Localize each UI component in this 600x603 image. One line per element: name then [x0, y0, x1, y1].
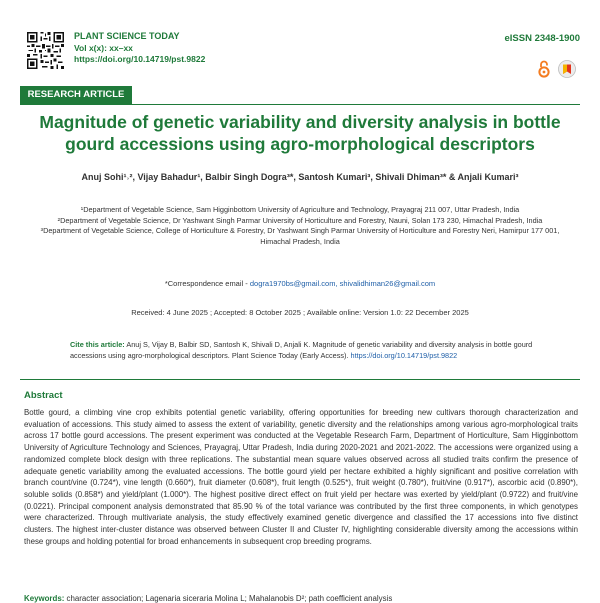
journal-doi-link[interactable]: https://doi.org/10.14719/pst.9822: [74, 54, 206, 64]
qr-code-icon: [27, 32, 64, 69]
header-divider: [20, 104, 580, 105]
citation-label: Cite this article:: [70, 340, 125, 349]
keywords-label: Keywords:: [24, 594, 65, 603]
correspondence-emails[interactable]: dogra1970bs@gmail.com, shivalidhiman26@gmail.com: [249, 279, 436, 288]
open-access-icon[interactable]: [537, 60, 551, 78]
citation-text: Anuj S, Vijay B, Balbir SD, Santosh K, Shivali D, Anjali K. Magnitude of genetic variability and diversity analysis in bottle gourd accessions using agro-morphological descriptors. Plant Science Today (Early Access).: [70, 340, 533, 360]
author-list: Anuj Sohi¹˒², Vijay Bahadur¹, Balbir Singh Dogra³*, Santosh Kumari³, Shivali Dhiman³* & Anjali Kumari³: [81, 172, 519, 182]
eissn: eISSN 2348-1900: [504, 33, 580, 44]
affiliation-1: ¹Department of Vegetable Science, Sam Higginbottom University of Agriculture and Technology, Prayagraj 211 007, Uttar Pradesh, India: [80, 205, 520, 214]
keywords: [24, 594, 392, 603]
affiliation-3: ³Department of Vegetable Science, College of Horticulture & Forestry, Dr Yashwant Singh Parmar University of Horticulture and Forestry Neri, Hamirpur 177 001, Himachal Pradesh, India: [40, 226, 560, 246]
journal-name: PLANT SCIENCE TODAY: [74, 31, 180, 41]
affiliations: [40, 205, 560, 247]
article-title: Magnitude of genetic variability and diversity analysis in bottle gourd accessions using agro-morphological descriptors: [39, 112, 561, 154]
correspondence-label: *Correspondence email -: [164, 279, 250, 288]
abstract-heading: Abstract: [24, 390, 63, 401]
journal-volume: Vol x(x): xx–xx: [74, 42, 133, 53]
received-dates: Received: 4 June 2025 ; Accepted: 8 October 2025 ; Available online: Version 1.0: 22 December 2025: [131, 308, 469, 317]
affiliation-2: ²Department of Vegetable Science, Dr Yashwant Singh Parmar University of Horticulture and Forestry, Nauni, Solan 173 230, Himachal Pradesh, India: [57, 215, 543, 225]
citation: [70, 340, 550, 361]
citation-doi-link[interactable]: https://doi.org/10.14719/pst.9822: [350, 350, 458, 360]
article-type-badge: RESEARCH ARTICLE: [20, 86, 132, 104]
abstract-body: Bottle gourd, a climbing vine crop exhibits potential genetic variability, offering opportunities for breeding new cultivars thorough characterization and evaluation of accessions. This study aimed to assess the extent of variability, genetic diversity and the relationships among various agro-morphological traits across 17 bottle gourd accessions. The present experiment was conducted at the Vegetable Research Farm, Department of Horticulture, Sam Higginbottom University of Agriculture Technology and Sciences, Prayagraj, Uttar Pradesh, India during 2020-2021 and 2021-2022. The accessions were organized using a randomized complete block design with three replications. The substantial mean square values observed across all studied traits confirm the presence of adequate genetic variability among the evaluated accessions. The bottle gourd yield per hectare exhibited a highly significant and positive correlation with branch count/vine (0.724*), vine length (0.660*), fruit diameter (0.608*), fruit length (0.525*), fruit weight (0.780*), fruit/vine (0.917*), ascorbic acid (0.890*), soluble solids (0.858*) and yield/plant (1.000*). The highest positive direct effect on fruit yield per hectare was exerted by yield/plant (0.9722) and fruit/vine (0.0221). Principal component analysis demonstrated that 85.90 % of the total variance was contributed by the first three components, in which genotypes were characterized. Through multivariate analysis, the study effectively examined genetic divergence and classified the 17 accessions into five distinct clusters. The highest inter-cluster distance was observed between Cluster II and Cluster IV, highlighting considerable diversity among the accessions within these groups and holding potential for broad enhancements in subsequent crop breeding programs.: [24, 408, 578, 546]
abstract-divider: [20, 379, 580, 380]
keywords-text: character association; Lagenaria siceraria Molina L; Mahalanobis D²; path coefficient analysis: [64, 594, 393, 603]
journal-info: [74, 31, 205, 66]
correspondence: [20, 279, 580, 288]
crossmark-icon[interactable]: [558, 60, 576, 78]
